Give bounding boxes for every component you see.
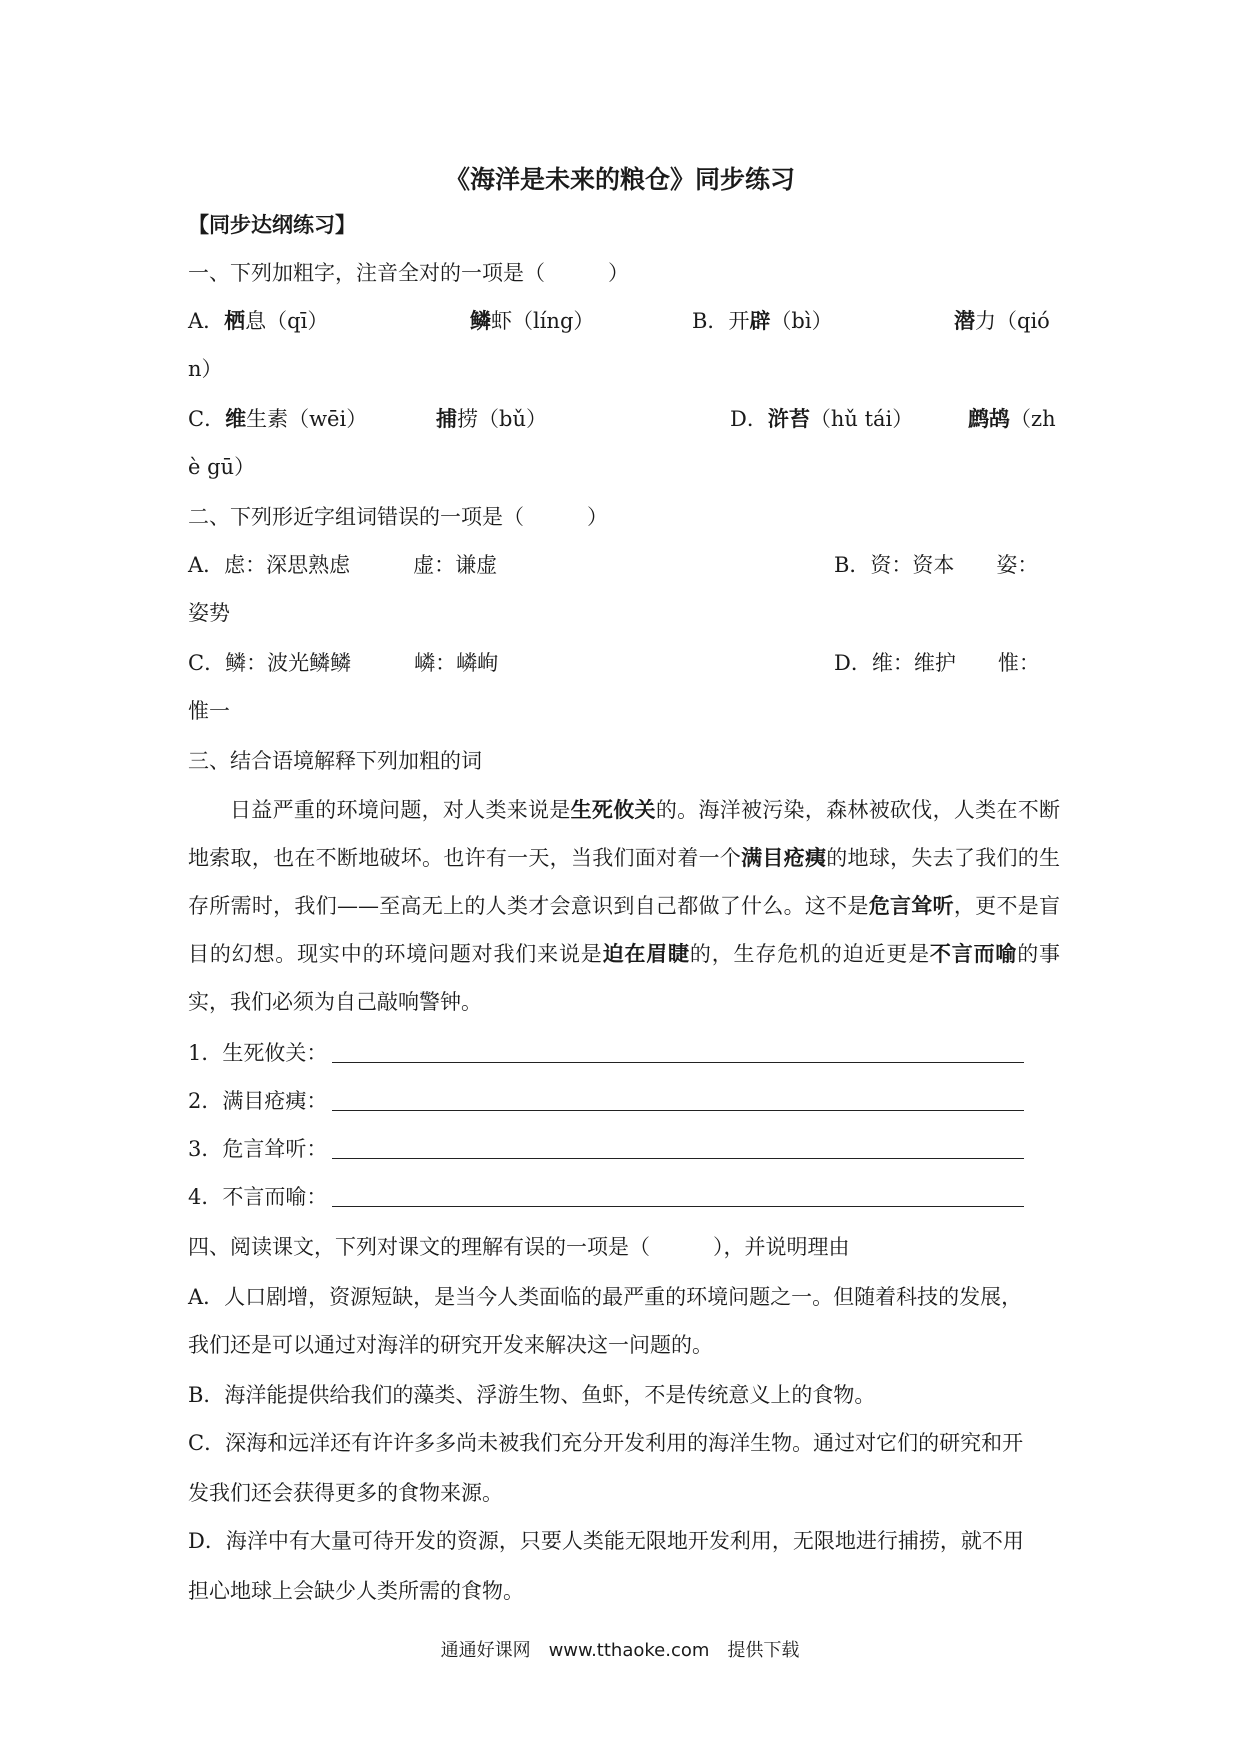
passage-text: 的。海洋被污染，森林被砍伐，人类在不断地索取，也在不断地破坏。也许有一天，当我们面对着一个 [188, 798, 1061, 870]
q1-option-d-wrap: è gū） [188, 455, 256, 479]
bold-word: 生死攸关 [570, 798, 656, 822]
q1-stem: 一、下列加粗字，注音全对的一项是（ ） [188, 261, 629, 285]
q1-option-b-2 [954, 306, 1050, 336]
q4-option-b: B．海洋能提供给我们的藻类、浮游生物、鱼虾，不是传统意义上的食物。 [188, 1383, 876, 1407]
q1-option-c-1 [188, 404, 367, 434]
passage-text: ，更不是盲目的幻想。现实中的环境问题对我们来说是 [188, 894, 1061, 966]
text: 生素（wēi） [246, 407, 368, 431]
q1-option-c-2 [436, 404, 547, 434]
label: C． [188, 407, 226, 431]
text: （zh [1010, 407, 1056, 431]
q1-option-d-2 [968, 404, 1056, 434]
text: 虾（líng） [491, 309, 595, 333]
q4-option-a-line1: A．人口剧增，资源短缺，是当今人类面临的最严重的环境问题之一。但随着科技的发展， [188, 1285, 1023, 1309]
bold-word: 迫在眉睫 [602, 942, 690, 966]
q2-option-b: B．资：资本 姿： [834, 553, 1039, 577]
q3-item-1-label: 1．生死攸关： [188, 1041, 328, 1065]
label: B． [692, 309, 729, 333]
section-header: 【同步达纲练习】 [188, 213, 356, 237]
answer-line-3[interactable] [332, 1158, 1024, 1159]
bold-char: 捕 [436, 407, 457, 431]
text: 力（qió [975, 309, 1050, 333]
label: D． [730, 407, 768, 431]
q1-option-b-wrap: n） [188, 357, 223, 381]
passage-text: 的地球，失去了我们的生存所需时，我们——至高无上的人类才会意识到自己都做了什么。这不是 [188, 846, 1061, 918]
q4-stem: 四、阅读课文，下列对课文的理解有误的一项是（ ），并说明理由 [188, 1235, 850, 1259]
q2-stem: 二、下列形近字组词错误的一项是（ ） [188, 505, 608, 529]
bold-word: 危言耸听 [868, 894, 954, 918]
q2-option-b-wrap: 姿势 [188, 601, 230, 625]
text: 息（qī） [245, 309, 329, 333]
answer-line-4[interactable] [332, 1206, 1024, 1207]
label: A． [188, 309, 225, 333]
q2-option-a: A．虑：深思熟虑 虚：谦虚 [188, 553, 498, 577]
bold-word: 不言而喻 [929, 942, 1018, 966]
q2-option-c: C．鳞：波光鳞鳞 嶙：嶙峋 [188, 651, 499, 675]
q1-option-a-2 [470, 306, 594, 336]
bold-char: 潜 [954, 309, 975, 333]
q1-option-b-1 [692, 306, 833, 336]
bold-char: 浒苔 [767, 407, 810, 431]
text: 捞（bǔ） [457, 407, 547, 431]
text: （bì） [770, 309, 833, 333]
passage-text: 的，生存危机的迫近更是 [689, 942, 930, 966]
bold-char: 鹧鸪 [968, 407, 1010, 431]
q4-option-d-line2: 担心地球上会缺少人类所需的食物。 [188, 1579, 524, 1603]
bold-char: 辟 [749, 309, 771, 333]
q4-option-a-line2: 我们还是可以通过对海洋的研究开发来解决这一问题的。 [188, 1333, 713, 1357]
q4-option-d-line1: D．海洋中有大量可待开发的资源，只要人类能无限地开发利用，无限地进行捕捞，就不用 [188, 1529, 1024, 1553]
answer-line-1[interactable] [332, 1062, 1024, 1063]
text: 开 [728, 309, 750, 333]
q1-option-d-1 [730, 404, 913, 434]
passage-text: 的事实，我们必须为自己敲响警钟。 [188, 942, 1061, 1014]
bold-char: 维 [225, 407, 247, 431]
q3-item-4-label: 4．不言而喻： [188, 1185, 328, 1209]
bold-char: 鳞 [470, 309, 491, 333]
q1-option-a-1 [188, 306, 328, 336]
q2-option-d: D．维：维护 惟： [834, 651, 1040, 675]
text: （hǔ tái） [809, 407, 914, 431]
q3-passage [188, 786, 1060, 1026]
bold-word: 满目疮痍 [741, 846, 827, 870]
q3-item-3-label: 3．危言耸听： [188, 1137, 328, 1161]
q3-stem: 三、结合语境解释下列加粗的词 [188, 749, 482, 773]
passage-text: 日益严重的环境问题，对人类来说是 [230, 798, 571, 822]
q4-option-c-line2: 发我们还会获得更多的食物来源。 [188, 1481, 503, 1505]
answer-line-2[interactable] [332, 1110, 1024, 1111]
page-title: 《海洋是未来的粮仓》同步练习 [444, 165, 795, 194]
q3-item-2-label: 2．满目疮痍： [188, 1089, 328, 1113]
bold-char: 栖 [224, 309, 246, 333]
page-footer: 通通好课网 www.tthaoke.com 提供下载 [440, 1640, 800, 1661]
q2-option-d-wrap: 惟一 [188, 699, 230, 723]
q4-option-c-line1: C．深海和远洋还有许许多多尚未被我们充分开发利用的海洋生物。通过对它们的研究和开 [188, 1431, 1024, 1455]
